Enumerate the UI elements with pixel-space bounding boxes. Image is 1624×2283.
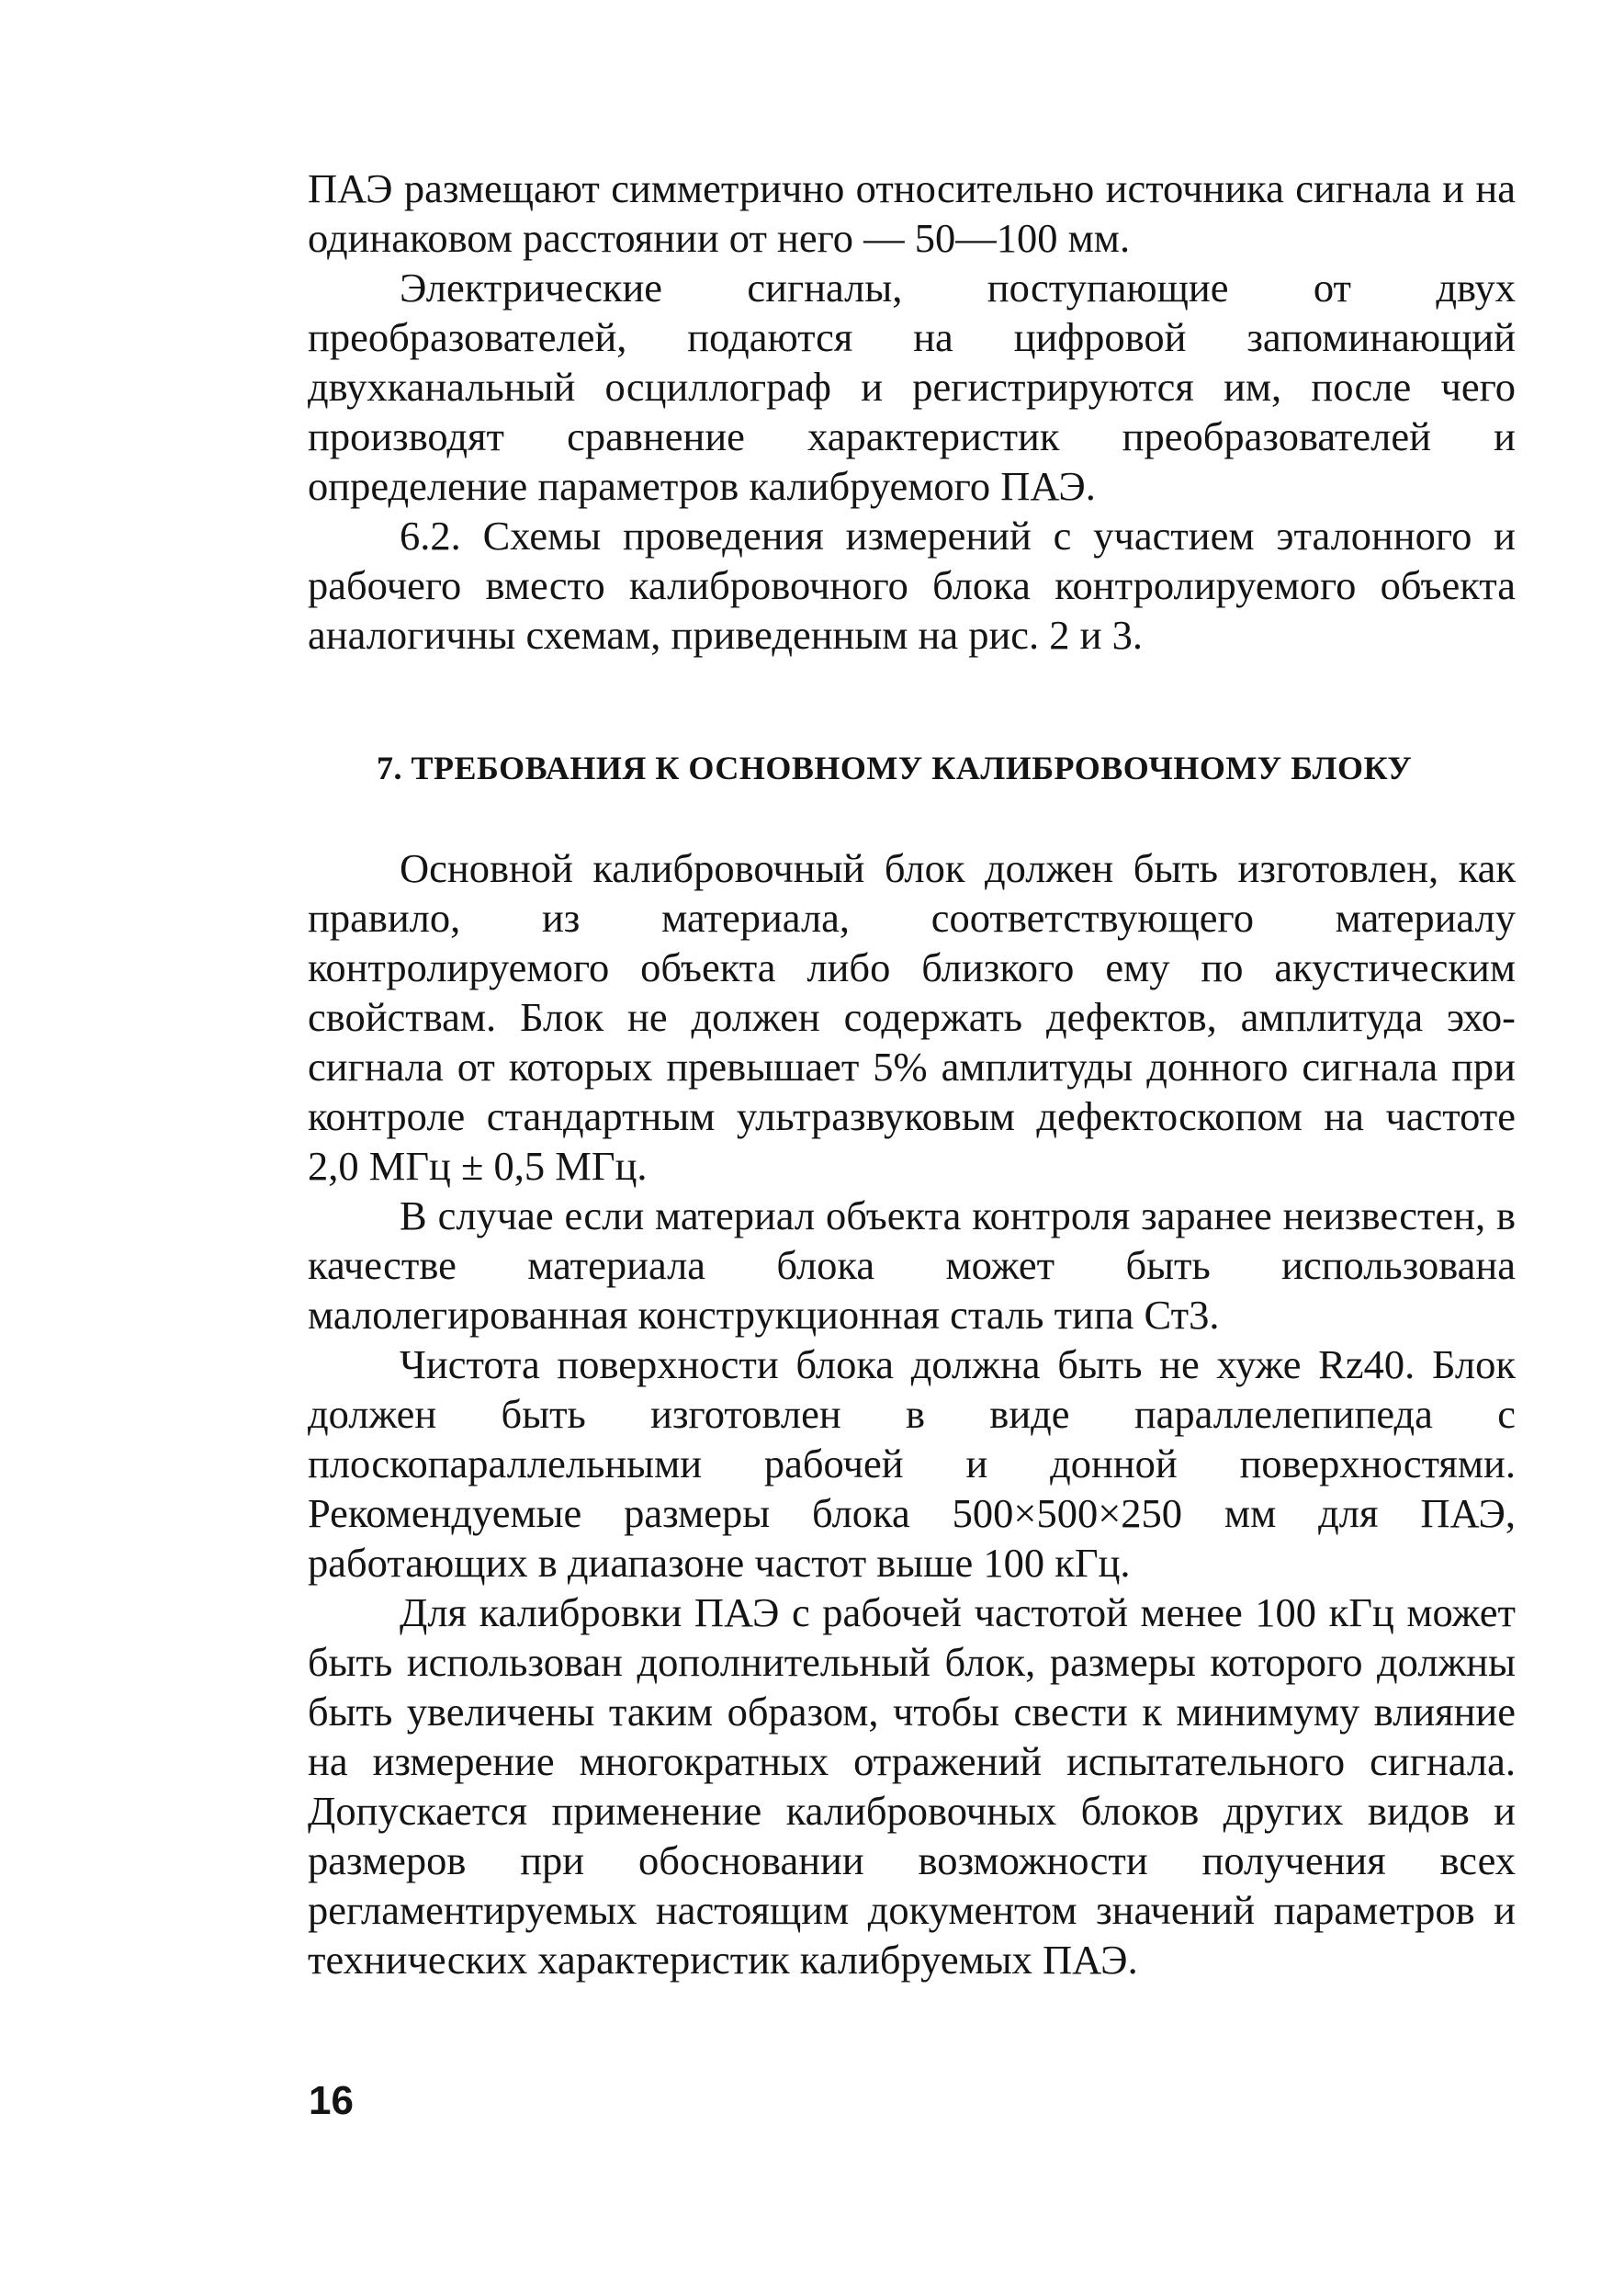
- paragraph-main-block-material: Основной калибровочный блок должен быть изготовлен, как правило, из материала, соответствующего материалу контролируемого объекта либо близкого ему по акустическим свойствам. Блок не должен содержать дефектов, амплитуда эхо-сигнала от которых превышает 5% амплитуды донного сигнала при контроле стандартным ультразвуковым дефектоскопом на частоте 2,0 МГц ± 0,5 МГц.: [308, 845, 1516, 1189]
- top-text-block: [308, 164, 1516, 660]
- paragraph-electric-signals: Электрические сигналы, поступающие от двух преобразователей, подаются на цифровой запоминающий двухканальный осциллограф и регистрируются им, после чего производят сравнение характеристик преобразователей и определение параметров калибруемого ПАЭ.: [308, 265, 1516, 509]
- section-7-heading: 7. ТРЕБОВАНИЯ К ОСНОВНОМУ КАЛИБРОВОЧНОМУ БЛОКУ: [377, 750, 1413, 786]
- paragraph-6-2-schemes: 6.2. Схемы проведения измерений с участием эталонного и рабочего вместо калибровочного блока контролируемого объекта аналогичны схемам, приведенным на рис. 2 и 3.: [308, 513, 1516, 658]
- paragraph-unknown-material: В случае если материал объекта контроля заранее неизвестен, в качестве материала блока может быть использована малолегированная конструкционная сталь типа Ст3.: [308, 1192, 1516, 1338]
- section-7-body: [308, 843, 1516, 1984]
- paragraph-pae-placement: ПАЭ размещают симметрично относительно источника сигнала и на одинаковом расстоянии от него — 50—100 мм.: [308, 165, 1516, 261]
- paragraph-low-frequency-block: Для калибровки ПАЭ с рабочей частотой менее 100 кГц может быть использован дополнительный блок, размеры которого должны быть увеличены таким образом, чтобы свести к минимуму влияние на измерение многократных отражений испытательного сигнала. Допускается применение калибровочных блоков других видов и размеров при обосновании возможности получения всех регламентируемых настоящим документом значений параметров и технических характеристик калибруемых ПАЭ.: [308, 1589, 1516, 1983]
- page-number: 16: [309, 2078, 354, 2123]
- paragraph-surface-finish: Чистота поверхности блока должна быть не хуже Rz40. Блок должен быть изготовлен в виде параллелепипеда с плоскопараллельными рабочей и донной поверхностями. Рекомендуемые размеры блока 500×500×250 мм для ПАЭ, работающих в диапазоне частот выше 100 кГц.: [308, 1341, 1516, 1586]
